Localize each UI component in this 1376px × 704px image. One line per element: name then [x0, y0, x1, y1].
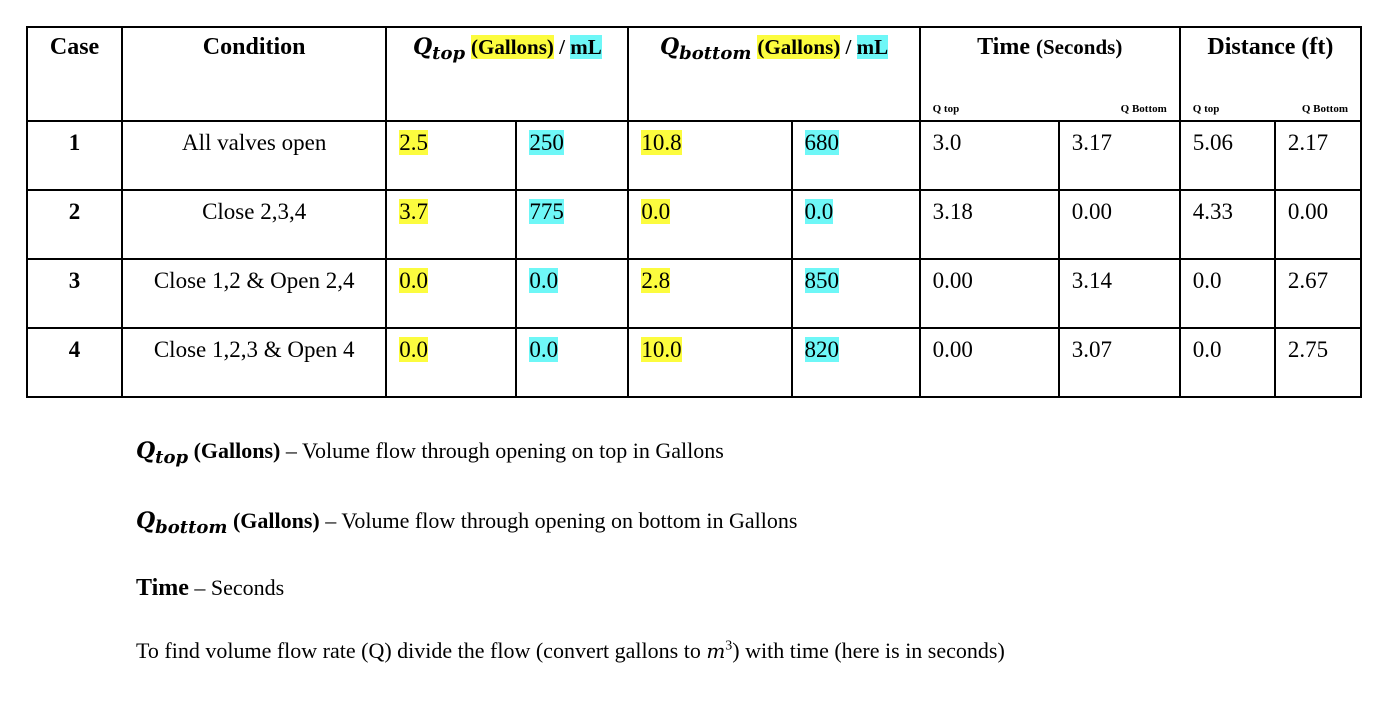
qtop-header-gallons: (Gallons)	[471, 35, 554, 59]
table-row	[27, 190, 1361, 259]
qbottom-header-ml: mL	[856, 35, 889, 59]
qbottom-ml-cell: 820	[804, 337, 840, 362]
distance-top-cell: 4.33	[1180, 190, 1275, 259]
condition-cell: Close 1,2 & Open 2,4	[122, 259, 386, 328]
distance-bottom-cell: 0.00	[1275, 190, 1361, 259]
qbottom-header-symbol: Q	[659, 34, 680, 60]
results-table	[26, 26, 1362, 398]
distance-top-cell: 0.0	[1180, 259, 1275, 328]
distance-top-cell: 0.0	[1180, 328, 1275, 397]
qtop-header-ml: mL	[570, 35, 602, 59]
qbottom-note	[136, 508, 797, 538]
qbottom-gallons-cell: 0.0	[641, 199, 671, 224]
distance-header-label: Distance (ft)	[1207, 34, 1334, 60]
flow-note-math-exp: 3	[725, 638, 733, 654]
qbottom-ml-cell: 850	[804, 268, 840, 293]
condition-cell: Close 1,2,3 & Open 4	[122, 328, 386, 397]
distance-header	[1180, 27, 1361, 121]
table-row	[27, 328, 1361, 397]
time-note-desc: – Seconds	[188, 575, 285, 600]
qtop-ml-cell: 775	[529, 199, 564, 224]
distance-subheader-bottom: Q Bottom	[1301, 103, 1348, 115]
qtop-header-sep: /	[553, 35, 571, 59]
flow-note-math: m	[706, 639, 726, 663]
qtop-note-symbol: Q	[136, 438, 156, 464]
qbottom-header	[628, 27, 919, 121]
time-bottom-cell: 3.14	[1059, 259, 1180, 328]
time-note-label: Time	[136, 575, 189, 601]
qbottom-note-desc: – Volume flow through opening on bottom in Gallons	[319, 508, 798, 533]
flow-note-text-a: To find volume flow rate (Q) divide the flow (convert gallons to	[136, 638, 707, 663]
distance-bottom-cell: 2.17	[1275, 121, 1361, 190]
qtop-header	[386, 27, 628, 121]
time-top-cell: 0.00	[920, 259, 1059, 328]
qtop-gallons-cell: 3.7	[399, 199, 428, 224]
qtop-header-symbol: Q	[412, 34, 433, 60]
distance-subheader-top: Q top	[1192, 103, 1220, 115]
time-top-cell: 3.0	[920, 121, 1059, 190]
qtop-header-sub: top	[432, 43, 466, 64]
time-bottom-cell: 3.17	[1059, 121, 1180, 190]
qbottom-header-sep: /	[840, 35, 857, 59]
qbottom-ml-cell: 680	[804, 130, 840, 155]
qtop-note-desc: – Volume flow through opening on top in Gallons	[280, 438, 724, 463]
distance-top-cell: 5.06	[1180, 121, 1275, 190]
qtop-gallons-cell: 0.0	[399, 268, 428, 293]
qbottom-ml-cell: 0.0	[804, 199, 834, 224]
table-row	[27, 121, 1361, 190]
case-cell: 2	[27, 190, 122, 259]
qbottom-gallons-cell: 10.0	[641, 337, 682, 362]
flow-rate-note	[136, 638, 1005, 664]
case-cell: 4	[27, 328, 122, 397]
time-note	[136, 575, 284, 602]
time-bottom-cell: 0.00	[1059, 190, 1180, 259]
qbottom-gallons-cell: 2.8	[641, 268, 671, 293]
qtop-note-label: (Gallons)	[193, 438, 281, 463]
time-header	[920, 27, 1180, 121]
qbottom-gallons-cell: 10.8	[641, 130, 682, 155]
flow-note-text-b: ) with time (here is in seconds)	[732, 638, 1005, 663]
qbottom-header-gallons: (Gallons)	[757, 35, 841, 59]
qtop-note-sub: top	[155, 447, 189, 468]
qbottom-note-symbol: Q	[136, 508, 156, 534]
case-header-label: Case	[49, 34, 100, 60]
time-subheader-bottom: Q Bottom	[1120, 103, 1167, 115]
table-row	[27, 259, 1361, 328]
time-subheader-top: Q top	[932, 103, 960, 115]
distance-bottom-cell: 2.67	[1275, 259, 1361, 328]
case-cell: 1	[27, 121, 122, 190]
condition-cell: Close 2,3,4	[122, 190, 386, 259]
case-cell: 3	[27, 259, 122, 328]
time-bottom-cell: 3.07	[1059, 328, 1180, 397]
qbottom-note-sub: bottom	[155, 517, 228, 538]
case-header	[27, 27, 122, 121]
condition-header-label: Condition	[202, 34, 306, 60]
qtop-ml-cell: 0.0	[529, 337, 559, 362]
time-top-cell: 3.18	[920, 190, 1059, 259]
time-top-cell: 0.00	[920, 328, 1059, 397]
qtop-ml-cell: 0.0	[529, 268, 559, 293]
distance-bottom-cell: 2.75	[1275, 328, 1361, 397]
qtop-ml-cell: 250	[529, 130, 564, 155]
qtop-gallons-cell: 0.0	[399, 337, 428, 362]
condition-cell: All valves open	[122, 121, 386, 190]
qtop-gallons-cell: 2.5	[399, 130, 428, 155]
condition-header	[122, 27, 386, 121]
qtop-note	[136, 438, 724, 468]
qbottom-header-sub: bottom	[679, 43, 752, 64]
time-header-unit: (Seconds)	[1035, 35, 1123, 59]
header-row	[27, 27, 1361, 121]
time-header-label: Time	[977, 34, 1030, 60]
qbottom-note-label: (Gallons)	[232, 508, 320, 533]
